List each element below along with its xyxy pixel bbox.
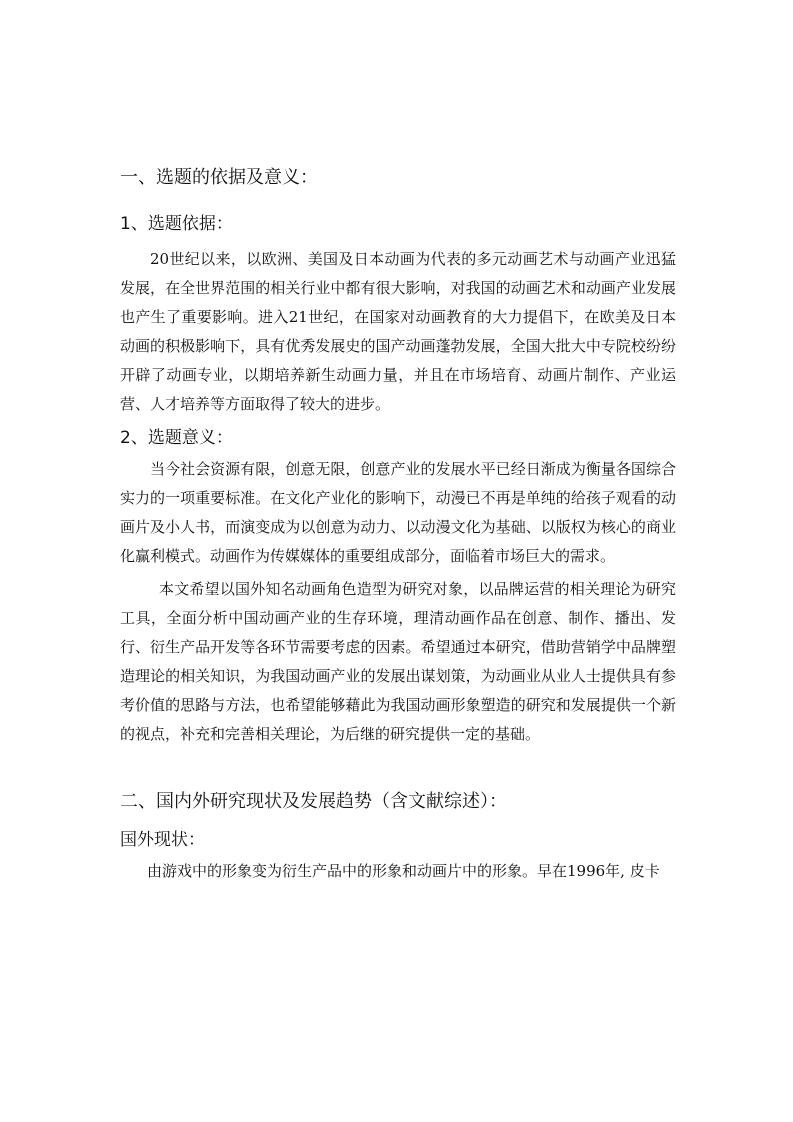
document-body: [120, 165, 676, 886]
paragraph-significance-1: 当今社会资源有限，创意无限，创意产业的发展水平已经日渐成为衡量各国综合实力的一项重要标准。在文化产业化的影响下，动漫已不再是单纯的给孩子观看的动画片及小人书，而演变成为以创意为动力、以动漫文化为基础、以版权为核心的商业化赢利模式。动画作为传媒媒体的重要组成部分，面临着市场巨大的需求。: [120, 460, 676, 565]
section-1-subheading-significance: 2、选题意义：: [120, 428, 233, 448]
section-2-subheading-abroad: 国外现状：: [120, 830, 205, 850]
paragraph-significance-2: 本文希望以国外知名动画角色造型为研究对象，以品牌运营的相关理论为研究工具，全面分析中国动画产业的生存环境，理清动画作品在创意、制作、播出、发行、衍生产品开发等各环节需要考虑的因素。希望通过本研究，借助营销学中品牌塑造理论的相关知识，为我国动画产业的发展出谋划策，为动画业从业人士提供具有参考价值的思路与方法，也希望能够藉此为我国动画形象塑造的研究和发展提供一个新的视点，补充和完善相关理论，为后继的研究提供一定的基础。: [120, 580, 676, 743]
section-1-subheading-basis: 1、选题依据：: [120, 214, 233, 234]
paragraph-basis: 20世纪以来，以欧洲、美国及日本动画为代表的多元动画艺术与动画产业迅猛发展，在全世界范围的相关行业中都有很大影响，对我国的动画艺术和动画产业发展也产生了重要影响。进入21世纪，在国家对动画教育的大力提倡下，在欧美及日本动画的积极影响下，具有优秀发展史的国产动画蓬勃发展，全国大批大中专院校纷纷开辟了动画专业，以期培养新生动画力量，并且在市场培育、动画片制作、产业运营、人才培养等方面取得了较大的进步。: [120, 250, 676, 413]
section-1-heading: 一、选题的依据及意义：: [120, 167, 318, 188]
paragraph-abroad: 由游戏中的形象变为衍生产品中的形象和动画片中的形象。早在1996年, 皮卡: [147, 862, 660, 880]
section-2-heading: 二、国内外研究现状及发展趋势（含文献综述）：: [120, 791, 507, 812]
